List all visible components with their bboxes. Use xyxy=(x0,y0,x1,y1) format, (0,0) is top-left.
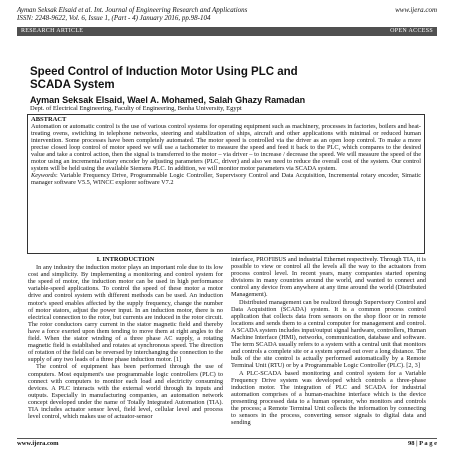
journal-header xyxy=(17,6,437,22)
intro-paragraph-1: In any industry the induction motor plays an important role due to its low cost and simplicity. By implementing a monitoring and control system for the speed of motor, the induction motor can be used in high performance variable-speed applications. To control the speed of these motor a motor drive and control system with different methods can be used. An induction motor's speed enables affected by the supply frequency, change the number of motor stators, adjust the power input. In an induction motor, there is no electrical connection to the rotor, but currents are induced in the rotor circuit. The rotor conductors carry current in the stator magnetic field and thereby have a force exerted upon them tending to move them at right angles to the field. When the stator winding of a three phase AC supply, a rotating magnetic field is established and rotates at synchronous speed. The direction of rotation of the field can be reversed by interchanging the connection to the supply of any two leads of a three phase induction motor. [1] xyxy=(28,264,223,364)
citation-line-2: ISSN: 2248-9622, Vol. 6, Issue 1, (Part - 4) January 2016, pp.98-104 xyxy=(17,14,211,22)
citation-line-1: Ayman Seksak Elsaid et al. Int. Journal of Engineering Research and Applications xyxy=(17,6,248,14)
right-column xyxy=(231,256,426,426)
left-column xyxy=(28,256,223,420)
paper-authors: Ayman Seksak Elsaid, Wael A. Mohamed, Salah Ghazy Ramadan xyxy=(30,95,306,105)
page-footer xyxy=(17,438,437,447)
page-number: 98 | P a g e xyxy=(407,440,437,447)
intro-paragraph-3: interface, PROFIBUS and industrial Ethernet respectively. Through TIA, it is possible to view or control all the levels all the way to the actuators from process control level. In recent years, many companies started opening divisions in many countries around the world, and wanted to connect and control any device from anywhere at any time around the world (Distributed Management). xyxy=(231,256,426,299)
article-type-band xyxy=(17,27,437,36)
intro-paragraph-2: The control of equipment has been performed through the use of computers. Most equipment's use programmable logic controllers (PLC) to connect with computers to monitor each load and electricity consuming devices. A PLC interacts with the external world through its inputs and outputs. Especially in manufacturing companies, an automation network concept developed under the name of Totally Integrated Automation (TIA). TIA includes actuator sensor level, field level, cellular level and process level control, which makes use of actuator-sensor xyxy=(28,363,223,421)
author-affiliation: Dept. of Electrical Engineering, Faculty of Engineering, Benha University, Egypt xyxy=(30,105,242,112)
footer-website[interactable]: www.ijera.com xyxy=(17,440,59,447)
abstract-text: Automation or automatic control is the use of various control systems for operating equipment such as machinery, processes in factories, boilers and heat-treating ovens, switching in telephone networks, steering and stabilization of ships, aircraft and other applications with minimal or reduced human intervention. Some processes have been completely automated. The motor speed is controlled via the driver as an open loop control. To make a more precise closed loop control of motor speed we will use a tachometer to measure the speed and feed it back to the PLC, which compares to the desired value and take a control action, then the signal is transferred to the motor – via driver – to increase / decrease the speed. We will measure the speed of the motor using an incremental rotary encoder by adjusting parameters (PLC, driver) and also we need to reduce the overall cost of the system. Our control system will be held using the available Siemens PLC. In addition, we will monitor motor parameters via SCADA system. xyxy=(31,123,421,172)
abstract-heading: ABSTRACT xyxy=(31,116,67,123)
section-title-introduction: I. INTRODUCTION xyxy=(96,256,155,263)
abstract-box xyxy=(27,114,425,254)
keywords-label: Keywords xyxy=(31,172,56,179)
keywords-text: Variable Frequency Drive, Programmable Logic Controller, Supervisory Control and Data Acquisition, Incremental rotary encoder, Simatic manager software V5.5, WINCC explorer software V7.2 xyxy=(31,172,421,186)
paper-title: Speed Control of Induction Motor Using PLC and SCADA System xyxy=(30,66,298,91)
journal-website[interactable]: www.ijera.com xyxy=(395,6,437,14)
keywords-line: Keywords: Variable Frequency Drive, Programmable Logic Controller, Supervisory Control and Data Acquisition, Incremental rotary encoder, Simatic manager software V5.5, WINCC explorer software V7.2 xyxy=(31,172,421,186)
intro-paragraph-4: Distributed management can be realized through Supervisory Control and Data Acquisition (SCADA) system. It is a common process control application that collects data from sensors on the shop floor or in remote locations and sends them to a central computer for management and control. A SCADA system includes input/output signal hardware, controllers, Human Machine Interface (HMI), networks, communication, database and software. The term SCADA usually refers to a system with a central unit that monitors and controls a complete site or a system spread out over a long distance. The bulk of the site control is actually performed automatically by a Remote Terminal Unit (RTU) or by a Programmable Logic Controller (PLC). [2, 3] xyxy=(231,298,426,370)
research-article-label: RESEARCH ARTICLE xyxy=(21,28,84,34)
open-access-label: OPEN ACCESS xyxy=(390,28,433,34)
intro-paragraph-5: A PLC-SCADA based monitoring and control system for a Variable Frequency Drive system was developed which controls a three-phase induction motor. The integration of PLC and SCADA for industrial automation comprises of a human-machine interface which is the device presenting processed data to a human operator, who monitors and controls the process; a Remote Terminal Unit collects the information by connecting to sensors in the process, converting sensor signals to digital data and sending xyxy=(231,369,426,427)
